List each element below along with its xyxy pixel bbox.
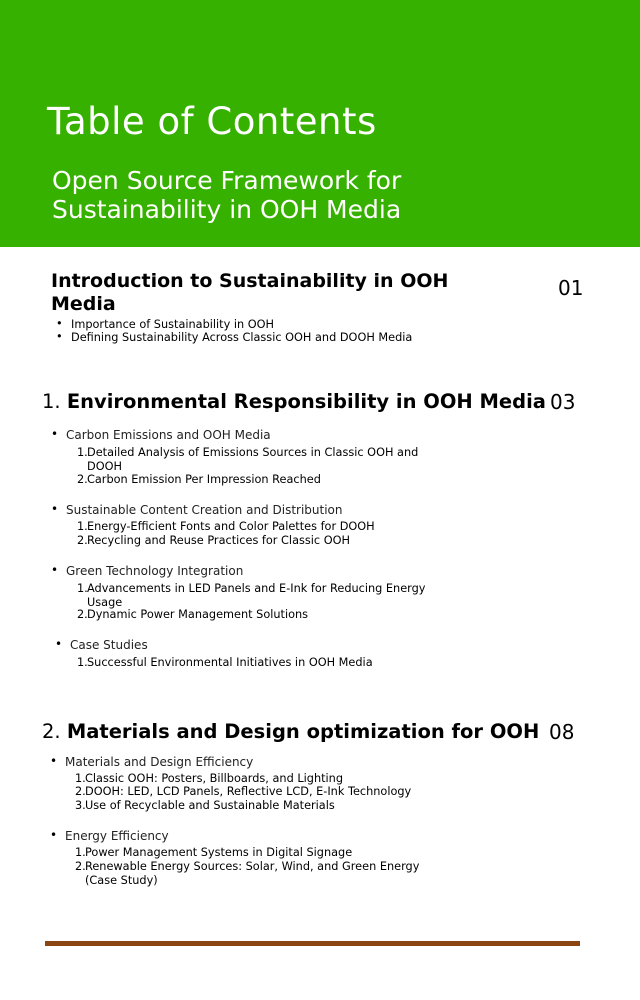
section-number: 1. [42, 390, 61, 413]
subsection-label: • Sustainable Content Creation and Distribution [66, 503, 343, 517]
intro-title: Introduction to Sustainability in OOH Media [51, 270, 449, 315]
numbered-item-text: DOOH: LED, LCD Panels, Reflective LCD, E-Ink Technology [85, 785, 412, 798]
section-title-text: Environmental Responsibility in OOH Media [66, 390, 546, 413]
subsection-label: • Green Technology Integration [66, 564, 243, 578]
numbered-item: 1. Advancements in LED Panels and E-Ink for Reducing Energy Usage [77, 582, 426, 609]
numbered-item: 2. Renewable Energy Sources: Solar, Wind, and Green Energy (Case Study) [75, 860, 420, 887]
subsection-label: • Energy Efficiency [65, 829, 169, 843]
list-item: • Importance of Sustainability in OOH [71, 318, 274, 331]
section-1-page-number: 03 [550, 390, 576, 414]
numbered-item-text: Dynamic Power Management Solutions [87, 608, 309, 621]
numbered-item: 1. Classic OOH: Posters, Billboards, and Lighting [75, 772, 343, 785]
subsection-label: • Case Studies [70, 638, 148, 652]
numbered-item: 2. Recycling and Reuse Practices for Classic OOH [77, 534, 350, 547]
section-2-page-number: 08 [549, 720, 575, 744]
numbered-item-text: Successful Environmental Initiatives in OOH Media [87, 656, 373, 669]
intro-page-number: 01 [558, 276, 584, 300]
numbered-item-text: Renewable Energy Sources: Solar, Wind, and Green Energy (Case Study) [85, 860, 420, 887]
subsection-label: • Carbon Emissions and OOH Media [66, 428, 271, 442]
numbered-item-text: Classic OOH: Posters, Billboards, and Lighting [85, 772, 343, 785]
footer-divider [45, 941, 580, 946]
numbered-item: 3. Use of Recyclable and Sustainable Materials [75, 799, 335, 812]
numbered-item: 1. Power Management Systems in Digital Signage [75, 846, 353, 859]
numbered-item: 1. Successful Environmental Initiatives in OOH Media [77, 656, 373, 669]
numbered-item-text: Energy-Efficient Fonts and Color Palettes for DOOH [87, 520, 375, 533]
page-subtitle: Open Source Framework for Sustainability in OOH Media [52, 166, 402, 224]
numbered-item-text: Use of Recyclable and Sustainable Materials [85, 799, 335, 812]
numbered-item: 1. Detailed Analysis of Emissions Sources in Classic OOH and DOOH [77, 446, 419, 473]
page-title: Table of Contents [47, 100, 377, 143]
section-2-title [42, 720, 539, 743]
numbered-item: 2. DOOH: LED, LCD Panels, Reflective LCD, E-Ink Technology [75, 785, 412, 798]
numbered-item: 1. Energy-Efficient Fonts and Color Palettes for DOOH [77, 520, 375, 533]
numbered-item: 2. Dynamic Power Management Solutions [77, 608, 309, 621]
numbered-item-text: Advancements in LED Panels and E-Ink for Reducing Energy Usage [87, 582, 426, 609]
section-1-title [42, 390, 546, 413]
subsection-label: • Materials and Design Efficiency [65, 755, 253, 769]
numbered-item-text: Carbon Emission Per Impression Reached [87, 473, 321, 486]
numbered-item-text: Recycling and Reuse Practices for Classic OOH [87, 534, 350, 547]
list-item: • Defining Sustainability Across Classic OOH and DOOH Media [71, 331, 412, 344]
numbered-item: 2. Carbon Emission Per Impression Reached [77, 473, 321, 486]
numbered-item-text: Power Management Systems in Digital Signage [85, 846, 353, 859]
numbered-item-text: Detailed Analysis of Emissions Sources in Classic OOH and DOOH [87, 446, 419, 473]
section-title-text: Materials and Design optimization for OOH [66, 720, 540, 743]
section-number: 2. [42, 720, 61, 743]
